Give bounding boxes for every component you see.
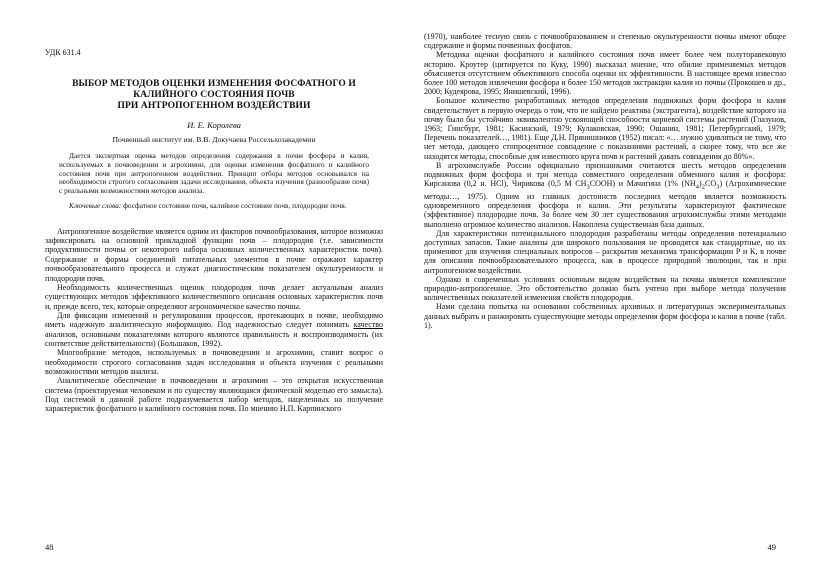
keywords-label: Ключевые слова:: [69, 200, 122, 210]
paragraph-text: анализов, основными показателями которого являются правильность и воспроизводимость (их соответствие действительности) (Большаков, 1992).: [45, 329, 383, 348]
affiliation: Почвенный институт им. В.В. Докучаева Россельхозакадемии: [112, 135, 316, 144]
paragraph: Однако в современных условиях основным видом воздействия на почвы является комплексное природно-антропогенное. Это обстоятельство должно быть учтено при выборе метода получения количественных показателей изменения свойств плодородия.: [424, 274, 786, 303]
title-line: КАЛИЙНОГО СОСТОЯНИЯ ПОЧВ: [133, 90, 295, 100]
paragraph: Методика оценки фосфатного и калийного состояния почв имеет более чем полуторавековую историю. Кроутер (цитируется по Куку, 1990) высказал мнение, что обилие применяемых методов объясняется отсутствием объективного способа оценки их эффективности. В настоящее время известно более 100 методов извлечения фосфора и более 150 методов экстракции калия из почвы (Прокошев и др., 2000; Кудеярова, 1995; Янишевский, 1996).: [424, 50, 786, 97]
article-title: [45, 79, 383, 112]
paragraph: Нами сделана попытка на основании собственных архивных и литературных экспериментальных данных выбрать и ранжировать существующие методы определения форм фосфора и калия в почве (табл. 1).: [424, 302, 786, 330]
paragraph: [424, 161, 786, 229]
abstract: Дается экспертная оценка методов определения содержания в почве фосфора и калия, используемых в почвоведении и агрохимии, для оценки изменения фосфатного и калийного состояния почв при антропогенном воздействии. Принцип отбора методов основывался на необходимости строгого согласования задачи исследования, объекта изучения (разнообразие почв) с реальными возможностями методов анализа.: [59, 151, 369, 196]
subscript: 3: [586, 183, 590, 191]
paragraph: Многообразие методов, используемых в почвоведении и агрохимии, ставит вопрос о необходимости строгого согласования задач исследования и объекта изучения с реальными возможностями методов анализа.: [45, 348, 383, 376]
paragraph-text: ) (Агрохимические методы…, 1975). Одним из главных достоинств последних методов является возможность одновременного определения фосфора и калия. Эти результаты характеризуют фактическое (эффективное) плодородие почв. За более чем 30 лет существования агрохимслужбы этими методами выполнено огромное количество анализов. Накоплена существенная база данных.: [424, 179, 786, 229]
paragraph-text: В агрохимслужбе России официально признанными считаются шесть методов определения подвижных форм фосфора и три метода совместного определения обменного калия и фосфора: Кирсанова (0,2 н. HCl), Чирикова (0,5 М CH: [424, 160, 786, 189]
paragraph-text: Для фиксации изменений и регулирования процессов, протекающих в почве, необходимо иметь надежную аналитическую информацию. Под надежностью следует понимать: [45, 310, 383, 330]
subscript: 3: [716, 183, 720, 191]
paragraph-text: CO: [705, 179, 717, 189]
keywords-text: фосфатное состояние почв, калийное состояние почв, плодородие почв.: [123, 200, 347, 210]
paragraph: Для характеристики потенциального плодородия разработаны методы определения потенциально доступных запасов. Такие анализы для широкого пользования не проводятся как стандартные, но их применяют для изучения специальных вопросов – раскрытия механизма трансформации Р и К, в почве для описания почвообразовательного процесса, как в процессе природной эволюции, так и при антропогенном воздействии.: [424, 228, 786, 275]
title-line: ВЫБОР МЕТОДОВ ОЦЕНКИ ИЗМЕНЕНИЯ ФОСФАТНОГО И: [72, 79, 356, 89]
subscript: 2: [701, 183, 705, 191]
paragraph: [45, 311, 383, 348]
right-page: [410, 0, 820, 580]
page-number: 48: [45, 542, 54, 552]
left-body: [45, 227, 383, 414]
paragraph: Большое количество разработанных методов определения подвижных форм фосфора и калия свидетельствует в первую очередь о том, что не найдено реактива (экстрагента), воздействие которого на почву было бы устойчиво эквивалентно усвояющей способности корневой системы растений (Глазунов, 1963; Гинсбург, 1981; Касинский, 1979; Кулаковская, 1990; Ошанин, 1981; Петербургский, 1979; Перечень показателей…, 1981). Еще Д.Н. Прянишников (1952) писал: «… нужно удивляться не тому, что нет метода, дающего стопроцентное совпадение с показаниями растений, а скорее тому, что все же находятся методы, способные для известного круга почв и растений давать совпадения до 80%».: [424, 96, 786, 161]
paragraph-continuation: (1970), наиболее тесную связь с почвообразованием и степенью окультуренности почвы имеют общее содержание и формы почвенных фосфатов.: [424, 32, 786, 51]
underlined-term: качество: [353, 320, 383, 330]
title-line: ПРИ АНТРОПОГЕННОМ ВОЗДЕЙСТВИИ: [117, 101, 311, 111]
paragraph-text: ): [699, 179, 702, 189]
paragraph: Аналитическое обеспечение в почвоведении и агрохимии – это открытая искусственная система (проектируемая человеком и по существу являющаяся физической моделью его замысла). Под системой в данной работе подразумевается набор методов, нацеленных на получение характеристик фосфатного и калийного состояния почв. По мнению Н.П. Карпинского: [45, 376, 383, 414]
paragraph: Антропогенное воздействие является одним из факторов почвообразования, которое возможно зафиксировать на основной прикладной функции почв – плодородия (т.е. зависимости продуктивности почвы от некоторого набора основных количественных характеристик почв). Содержание и формы соединений питательных элементов в почве отражают характер почвообразовательного процесса и служат диагностическим показателем окультуренности и плодородия почв.: [45, 226, 383, 283]
udk-code: УДК 631.4: [45, 48, 81, 57]
paragraph: Необходимость количественных оценок плодородия почв делает актуальным анализ существующих методов эффективного количественного описания основных характеристик почв и, прежде всего, тех, которые определяют агрономическое качество почвы.: [45, 282, 383, 311]
keywords: [59, 202, 369, 211]
subscript: 4: [695, 183, 699, 191]
page-number: 49: [767, 542, 776, 552]
paragraph-text: COOH) и Мачигина (1% (NH: [589, 179, 696, 189]
author: И. Е. Королева: [187, 120, 241, 130]
